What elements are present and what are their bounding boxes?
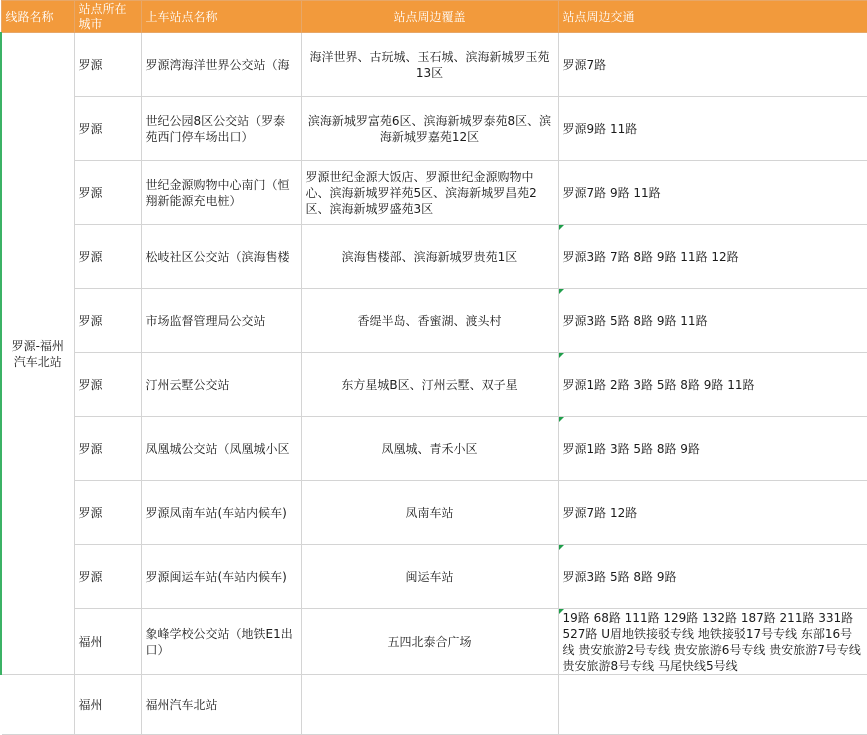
stop-cell bbox=[141, 417, 301, 481]
city-cell: 罗源 bbox=[74, 97, 141, 161]
stop-name: 罗源凤南车站(车站内候车) bbox=[145, 505, 287, 520]
coverage-cell: 罗源世纪金源大饭店、罗源世纪金源购物中心、滨海新城罗祥苑5区、滨海新城罗昌苑2区、滨海新城罗盛苑3区 bbox=[301, 161, 558, 225]
header-row bbox=[1, 1, 867, 33]
city-cell: 罗源 bbox=[74, 353, 141, 417]
transport-cell: 罗源9路 11路 bbox=[558, 97, 867, 161]
stop-name: 凤凰城公交站（凤凰城小区 bbox=[145, 441, 290, 456]
transport-cell: 罗源3路 5路 8路 9路 11路 bbox=[558, 289, 867, 353]
transport-cell: 罗源7路 12路 bbox=[558, 481, 867, 545]
table-row bbox=[1, 33, 867, 97]
stop-cell bbox=[141, 33, 301, 97]
table-row bbox=[1, 417, 867, 481]
coverage-cell: 香缇半岛、香蜜湖、渡头村 bbox=[301, 289, 558, 353]
header-route: 线路名称 bbox=[1, 1, 74, 33]
stop-cell: 市场监督管理局公交站 bbox=[141, 289, 301, 353]
table-row bbox=[1, 161, 867, 225]
city-cell: 福州 bbox=[74, 609, 141, 675]
table-row bbox=[1, 97, 867, 161]
city-cell: 罗源 bbox=[74, 225, 141, 289]
header-transport: 站点周边交通 bbox=[558, 1, 867, 33]
header-coverage: 站点周边覆盖 bbox=[301, 1, 558, 33]
transport-cell bbox=[558, 675, 867, 735]
stop-cell bbox=[141, 545, 301, 609]
table-row bbox=[1, 481, 867, 545]
coverage-cell: 海洋世界、古玩城、玉石城、滨海新城罗玉苑13区 bbox=[301, 33, 558, 97]
stop-cell: 世纪公园8区公交站（罗泰苑西门停车场出口） bbox=[141, 97, 301, 161]
coverage-cell: 滨海新城罗富苑6区、滨海新城罗泰苑8区、滨海新城罗嘉苑12区 bbox=[301, 97, 558, 161]
city-cell: 罗源 bbox=[74, 417, 141, 481]
coverage-cell: 凤凰城、青禾小区 bbox=[301, 417, 558, 481]
city-cell: 福州 bbox=[74, 675, 141, 735]
coverage-cell: 凤南车站 bbox=[301, 481, 558, 545]
coverage-cell: 闽运车站 bbox=[301, 545, 558, 609]
table-row bbox=[1, 675, 867, 735]
city-cell: 罗源 bbox=[74, 545, 141, 609]
transport-cell: 罗源3路 5路 8路 9路 bbox=[558, 545, 867, 609]
coverage-cell: 滨海售楼部、滨海新城罗贵苑1区 bbox=[301, 225, 558, 289]
city-cell: 罗源 bbox=[74, 289, 141, 353]
city-cell: 罗源 bbox=[74, 481, 141, 545]
stop-name: 罗源湾海洋世界公交站（海 bbox=[145, 57, 290, 72]
table-row bbox=[1, 225, 867, 289]
stop-cell: 世纪金源购物中心南门（恒翔新能源充电桩） bbox=[141, 161, 301, 225]
route-name-cell: 罗源-福州汽车北站 bbox=[1, 33, 74, 675]
transport-cell: 罗源7路 9路 11路 bbox=[558, 161, 867, 225]
transport-cell: 罗源1路 2路 3路 5路 8路 9路 11路 bbox=[558, 353, 867, 417]
route-name-cell-empty bbox=[1, 675, 74, 735]
coverage-cell: 五四北泰合广场 bbox=[301, 609, 558, 675]
transport-cell: 19路 68路 111路 129路 132路 187路 211路 331路 527路 U眉地铁接驳专线 地铁接驳17号专线 东部16号线 贵安旅游2号专线 贵安旅游6号专线 贵安旅游7号专线 贵安旅游8号专线 马尾快线5号线 bbox=[558, 609, 867, 675]
coverage-cell bbox=[301, 675, 558, 735]
coverage-cell: 东方星城B区、汀州云墅、双子星 bbox=[301, 353, 558, 417]
table-row bbox=[1, 545, 867, 609]
stop-cell: 汀州云墅公交站 bbox=[141, 353, 301, 417]
transport-cell: 罗源7路 bbox=[558, 33, 867, 97]
stop-cell: 象峰学校公交站（地铁E1出口） bbox=[141, 609, 301, 675]
table-row bbox=[1, 353, 867, 417]
transport-cell: 罗源1路 3路 5路 8路 9路 bbox=[558, 417, 867, 481]
stop-name: 松岐社区公交站（滨海售楼 bbox=[145, 249, 290, 264]
stop-cell bbox=[141, 481, 301, 545]
stop-cell bbox=[141, 225, 301, 289]
header-city: 站点所在城市 bbox=[74, 1, 141, 33]
transport-cell: 罗源3路 7路 8路 9路 11路 12路 bbox=[558, 225, 867, 289]
city-cell: 罗源 bbox=[74, 33, 141, 97]
table-row bbox=[1, 609, 867, 675]
header-stop: 上车站点名称 bbox=[141, 1, 301, 33]
stop-cell: 福州汽车北站 bbox=[141, 675, 301, 735]
table-row bbox=[1, 289, 867, 353]
stop-name: 罗源闽运车站(车站内候车) bbox=[145, 569, 287, 584]
city-cell: 罗源 bbox=[74, 161, 141, 225]
